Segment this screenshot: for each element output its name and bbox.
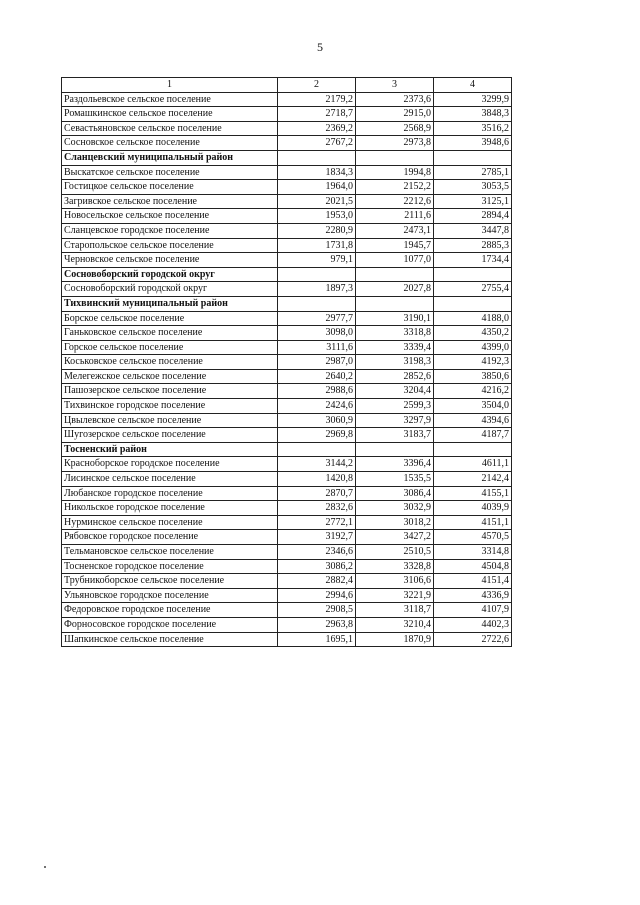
table-row [62, 559, 512, 574]
settlement-name: Шапкинское сельское поселение [62, 632, 278, 647]
value-cell-col-4: 3053,5 [434, 180, 512, 195]
value-cell-col-2: 2969,8 [278, 428, 356, 443]
settlement-name: Горское сельское поселение [62, 340, 278, 355]
section-row [62, 267, 512, 282]
value-cell-col-3: 2915,0 [356, 107, 434, 122]
value-cell-col-2: 2987,0 [278, 355, 356, 370]
section-row [62, 442, 512, 457]
value-cell-col-2: 2994,6 [278, 588, 356, 603]
settlement-name: Борское сельское поселение [62, 311, 278, 326]
value-cell-col-4: 3504,0 [434, 399, 512, 414]
value-cell-col-4: 4188,0 [434, 311, 512, 326]
section-title: Сосновоборский городской округ [62, 267, 278, 282]
value-cell-col-2: 3111,6 [278, 340, 356, 355]
value-cell-col-3: 3339,4 [356, 340, 434, 355]
settlement-name: Пашозерское сельское поселение [62, 384, 278, 399]
value-cell-col-2: 2870,7 [278, 486, 356, 501]
value-cell-col-4: 4151,4 [434, 574, 512, 589]
value-cell-col-4: 3314,8 [434, 545, 512, 560]
value-cell-col-2: 3192,7 [278, 530, 356, 545]
empty-cell [434, 267, 512, 282]
settlement-name: Никольское городское поселение [62, 501, 278, 516]
table-row [62, 165, 512, 180]
value-cell-col-3: 1945,7 [356, 238, 434, 253]
empty-cell [356, 442, 434, 457]
value-cell-col-2: 2963,8 [278, 617, 356, 632]
section-title: Тихвинский муниципальный район [62, 296, 278, 311]
table-row [62, 588, 512, 603]
settlement-name: Загривское сельское поселение [62, 194, 278, 209]
value-cell-col-3: 1077,0 [356, 253, 434, 268]
value-cell-col-3: 2852,6 [356, 369, 434, 384]
value-cell-col-2: 2977,7 [278, 311, 356, 326]
settlement-name: Сланцевское городское поселение [62, 223, 278, 238]
value-cell-col-4: 4155,1 [434, 486, 512, 501]
value-cell-col-3: 3318,8 [356, 326, 434, 341]
table-row [62, 223, 512, 238]
value-cell-col-2: 2179,2 [278, 92, 356, 107]
value-cell-col-3: 3328,8 [356, 559, 434, 574]
value-cell-col-4: 4402,3 [434, 617, 512, 632]
value-cell-col-2: 2767,2 [278, 136, 356, 151]
empty-cell [278, 267, 356, 282]
empty-cell [278, 442, 356, 457]
table-row [62, 399, 512, 414]
value-cell-col-3: 3183,7 [356, 428, 434, 443]
table-row [62, 486, 512, 501]
settlement-name: Любанское городское поселение [62, 486, 278, 501]
settlement-name: Севастьяновское сельское поселение [62, 121, 278, 136]
value-cell-col-3: 3427,2 [356, 530, 434, 545]
value-cell-col-4: 2885,3 [434, 238, 512, 253]
value-cell-col-4: 4394,6 [434, 413, 512, 428]
value-cell-col-2: 979,1 [278, 253, 356, 268]
column-header: 3 [356, 78, 434, 93]
value-cell-col-3: 3106,6 [356, 574, 434, 589]
value-cell-col-3: 3396,4 [356, 457, 434, 472]
table-row [62, 369, 512, 384]
empty-cell [434, 150, 512, 165]
settlement-name: Шугозерское сельское поселение [62, 428, 278, 443]
empty-cell [434, 296, 512, 311]
table-row [62, 515, 512, 530]
settlement-name: Форносовское городское поселение [62, 617, 278, 632]
settlement-name: Выскатское сельское поселение [62, 165, 278, 180]
table-row [62, 92, 512, 107]
table-row [62, 428, 512, 443]
table-row [62, 121, 512, 136]
table-row [62, 545, 512, 560]
table-row [62, 457, 512, 472]
settlement-name: Старопольское сельское поселение [62, 238, 278, 253]
value-cell-col-4: 4350,2 [434, 326, 512, 341]
value-cell-col-4: 4399,0 [434, 340, 512, 355]
value-cell-col-3: 3190,1 [356, 311, 434, 326]
section-title: Тосненский район [62, 442, 278, 457]
settlement-name: Тихвинское городское поселение [62, 399, 278, 414]
value-cell-col-4: 3125,1 [434, 194, 512, 209]
value-cell-col-2: 1897,3 [278, 282, 356, 297]
value-cell-col-3: 2568,9 [356, 121, 434, 136]
value-cell-col-2: 2882,4 [278, 574, 356, 589]
value-cell-col-4: 4192,3 [434, 355, 512, 370]
value-cell-col-4: 4611,1 [434, 457, 512, 472]
settlement-name: Цвылевское сельское поселение [62, 413, 278, 428]
value-cell-col-3: 2212,6 [356, 194, 434, 209]
value-cell-col-2: 3144,2 [278, 457, 356, 472]
empty-cell [434, 442, 512, 457]
section-row [62, 296, 512, 311]
value-cell-col-2: 2369,2 [278, 121, 356, 136]
value-cell-col-3: 1535,5 [356, 472, 434, 487]
settlement-name: Лисинское сельское поселение [62, 472, 278, 487]
column-header: 1 [62, 78, 278, 93]
settlement-name: Гостицкое сельское поселение [62, 180, 278, 195]
value-cell-col-2: 1731,8 [278, 238, 356, 253]
value-cell-col-3: 3210,4 [356, 617, 434, 632]
settlement-name: Сосновоборский городской округ [62, 282, 278, 297]
empty-cell [278, 296, 356, 311]
empty-cell [356, 296, 434, 311]
value-cell-col-3: 3221,9 [356, 588, 434, 603]
data-table [61, 77, 512, 647]
value-cell-col-4: 3848,3 [434, 107, 512, 122]
value-cell-col-3: 2599,3 [356, 399, 434, 414]
column-header: 2 [278, 78, 356, 93]
value-cell-col-3: 3118,7 [356, 603, 434, 618]
page-number: 5 [317, 40, 323, 54]
value-cell-col-3: 3086,4 [356, 486, 434, 501]
value-cell-col-3: 2373,6 [356, 92, 434, 107]
settlement-name: Рябовское городское поселение [62, 530, 278, 545]
value-cell-col-2: 2832,6 [278, 501, 356, 516]
value-cell-col-3: 2111,6 [356, 209, 434, 224]
table-row [62, 194, 512, 209]
settlement-name: Мелегежское сельское поселение [62, 369, 278, 384]
table-row [62, 617, 512, 632]
table-row [62, 180, 512, 195]
settlement-name: Нурминское сельское поселение [62, 515, 278, 530]
value-cell-col-4: 4336,9 [434, 588, 512, 603]
settlement-name: Ганьковское сельское поселение [62, 326, 278, 341]
empty-cell [356, 267, 434, 282]
value-cell-col-4: 4151,1 [434, 515, 512, 530]
value-cell-col-2: 2346,6 [278, 545, 356, 560]
value-cell-col-3: 3032,9 [356, 501, 434, 516]
value-cell-col-2: 3086,2 [278, 559, 356, 574]
settlement-name: Тельмановское сельское поселение [62, 545, 278, 560]
value-cell-col-4: 3299,9 [434, 92, 512, 107]
value-cell-col-2: 3060,9 [278, 413, 356, 428]
value-cell-col-4: 3516,2 [434, 121, 512, 136]
value-cell-col-4: 3447,8 [434, 223, 512, 238]
value-cell-col-2: 2640,2 [278, 369, 356, 384]
table-row [62, 472, 512, 487]
value-cell-col-4: 2894,4 [434, 209, 512, 224]
value-cell-col-2: 2021,5 [278, 194, 356, 209]
column-header: 4 [434, 78, 512, 93]
value-cell-col-4: 2785,1 [434, 165, 512, 180]
value-cell-col-4: 4216,2 [434, 384, 512, 399]
empty-cell [278, 150, 356, 165]
value-cell-col-2: 2718,7 [278, 107, 356, 122]
value-cell-col-3: 3297,9 [356, 413, 434, 428]
table-row [62, 355, 512, 370]
value-cell-col-2: 1420,8 [278, 472, 356, 487]
value-cell-col-4: 4570,5 [434, 530, 512, 545]
table-row [62, 501, 512, 516]
value-cell-col-4: 2142,4 [434, 472, 512, 487]
value-cell-col-3: 2473,1 [356, 223, 434, 238]
settlement-name: Сосновское сельское поселение [62, 136, 278, 151]
table-row [62, 384, 512, 399]
value-cell-col-3: 3198,3 [356, 355, 434, 370]
table-row [62, 340, 512, 355]
settlement-name: Трубникоборское сельское поселение [62, 574, 278, 589]
value-cell-col-2: 1964,0 [278, 180, 356, 195]
value-cell-col-3: 3018,2 [356, 515, 434, 530]
value-cell-col-4: 4504,8 [434, 559, 512, 574]
value-cell-col-4: 4039,9 [434, 501, 512, 516]
value-cell-col-3: 2510,5 [356, 545, 434, 560]
value-cell-col-4: 4187,7 [434, 428, 512, 443]
section-row [62, 150, 512, 165]
value-cell-col-4: 2722,6 [434, 632, 512, 647]
settlement-name: Федоровское городское поселение [62, 603, 278, 618]
table-row [62, 603, 512, 618]
table-row [62, 136, 512, 151]
value-cell-col-3: 1870,9 [356, 632, 434, 647]
value-cell-col-4: 4107,9 [434, 603, 512, 618]
table-row [62, 326, 512, 341]
value-cell-col-2: 1695,1 [278, 632, 356, 647]
settlement-name: Коськовское сельское поселение [62, 355, 278, 370]
table-row [62, 574, 512, 589]
value-cell-col-3: 3204,4 [356, 384, 434, 399]
value-cell-col-2: 1953,0 [278, 209, 356, 224]
settlement-name: Новосельское сельское поселение [62, 209, 278, 224]
value-cell-col-2: 1834,3 [278, 165, 356, 180]
value-cell-col-3: 2973,8 [356, 136, 434, 151]
scan-dot [44, 866, 46, 868]
table-row [62, 253, 512, 268]
empty-cell [356, 150, 434, 165]
value-cell-col-4: 2755,4 [434, 282, 512, 297]
settlement-name: Ромашкинское сельское поселение [62, 107, 278, 122]
value-cell-col-2: 2424,6 [278, 399, 356, 414]
value-cell-col-4: 3850,6 [434, 369, 512, 384]
settlement-name: Раздольевское сельское поселение [62, 92, 278, 107]
section-title: Сланцевский муниципальный район [62, 150, 278, 165]
table-row [62, 238, 512, 253]
settlement-name: Тосненское городское поселение [62, 559, 278, 574]
table-header-row [62, 78, 512, 93]
value-cell-col-4: 1734,4 [434, 253, 512, 268]
table-row [62, 413, 512, 428]
table-row [62, 530, 512, 545]
table-row [62, 107, 512, 122]
value-cell-col-3: 2152,2 [356, 180, 434, 195]
value-cell-col-2: 2908,5 [278, 603, 356, 618]
settlement-name: Ульяновское городское поселение [62, 588, 278, 603]
value-cell-col-2: 2772,1 [278, 515, 356, 530]
value-cell-col-3: 2027,8 [356, 282, 434, 297]
value-cell-col-4: 3948,6 [434, 136, 512, 151]
table-row [62, 311, 512, 326]
settlement-name: Черновское сельское поселение [62, 253, 278, 268]
table-row [62, 209, 512, 224]
settlement-name: Красноборское городское поселение [62, 457, 278, 472]
table-row [62, 282, 512, 297]
value-cell-col-2: 2988,6 [278, 384, 356, 399]
table-row [62, 632, 512, 647]
table-body [62, 78, 512, 647]
value-cell-col-2: 2280,9 [278, 223, 356, 238]
value-cell-col-2: 3098,0 [278, 326, 356, 341]
value-cell-col-3: 1994,8 [356, 165, 434, 180]
